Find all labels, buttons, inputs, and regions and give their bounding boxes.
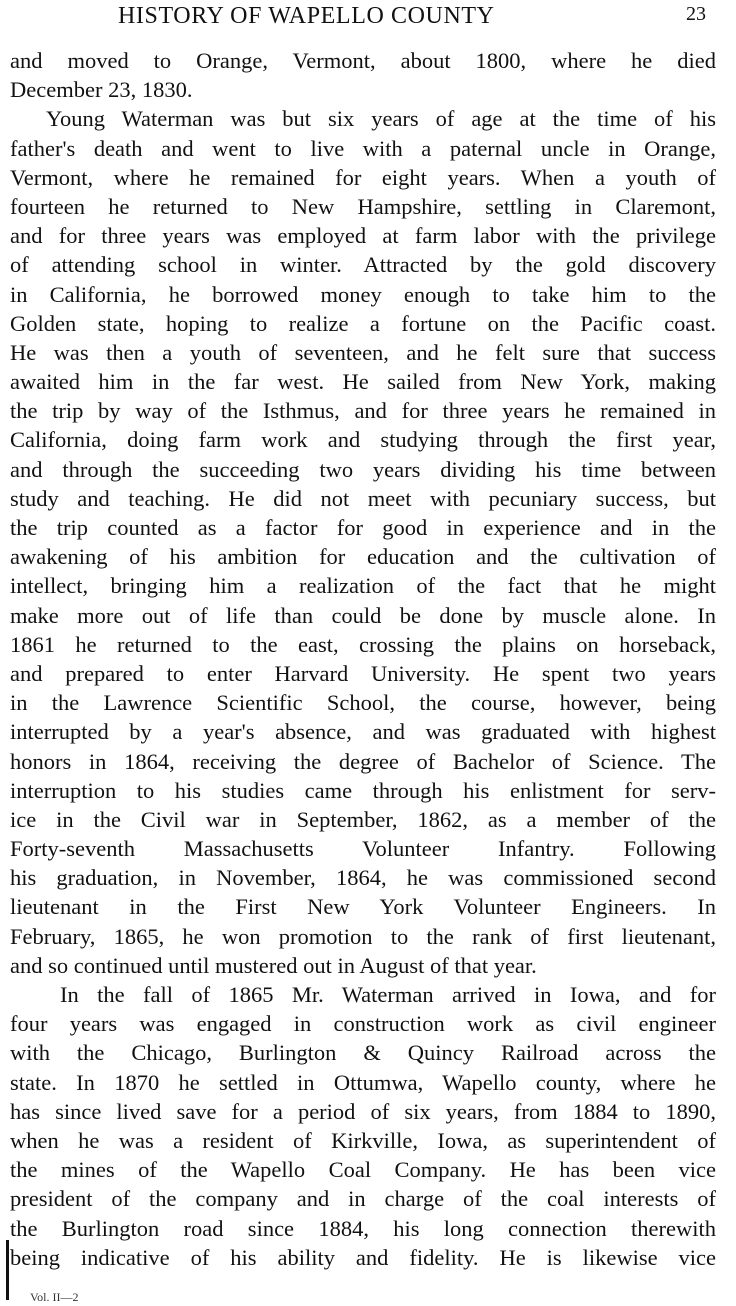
text-line: Golden state, hoping to realize a fortune on the Pacific coast. xyxy=(10,310,716,336)
text-line: and prepared to enter Harvard University. He spent two years xyxy=(10,660,716,686)
text-line: February, 1865, he won promotion to the rank of first lieutenant, xyxy=(10,923,716,949)
text-line: the Burlington road since 1884, his long connection therewith xyxy=(10,1215,716,1241)
text-line: awakening of his ambition for education and the cultivation of xyxy=(10,544,716,570)
text-line: intellect, bringing him a realization of the fact that he might xyxy=(10,573,716,599)
text-line: fourteen he returned to New Hampshire, settling in Claremont, xyxy=(10,193,716,219)
signature-mark: Vol. II—2 xyxy=(30,1290,79,1304)
text-line: being indicative of his ability and fidelity. He is likewise vice xyxy=(10,1244,716,1270)
text-line: make more out of life than could be done by muscle alone. In xyxy=(10,602,716,628)
text-line: awaited him in the far west. He sailed from New York, making xyxy=(10,369,716,395)
text-line: December 23, 1830. xyxy=(10,77,193,103)
text-line: honors in 1864, receiving the degree of Bachelor of Science. The xyxy=(10,748,716,774)
text-line: Vermont, where he remained for eight years. When a youth of xyxy=(10,164,716,190)
text-line: the trip counted as a factor for good in experience and in the xyxy=(10,515,716,540)
page-number: 23 xyxy=(686,3,706,25)
text-line: of attending school in winter. Attracted by the gold discovery xyxy=(10,252,716,278)
paragraph-first-line: In the fall of 1865 Mr. Waterman arrived in Iowa, and for xyxy=(60,982,716,1007)
running-head: HISTORY OF WAPELLO COUNTY xyxy=(118,3,495,29)
text-line: state. In 1870 he settled in Ottumwa, Wapello county, where he xyxy=(10,1069,716,1095)
text-line: California, doing farm work and studying through the first year, xyxy=(10,427,716,453)
body-text xyxy=(10,46,716,1272)
text-line: and so continued until mustered out in August of that year. xyxy=(10,952,537,978)
text-line: president of the company and in charge of the coal interests of xyxy=(10,1186,716,1212)
text-line: and for three years was employed at farm labor with the privilege xyxy=(10,223,716,249)
text-line: has since lived save for a period of six years, from 1884 to 1890, xyxy=(10,1098,716,1124)
text-line: the mines of the Wapello Coal Company. He has been vice xyxy=(10,1157,716,1183)
text-line: study and teaching. He did not meet with pecuniary success, but xyxy=(10,485,716,511)
text-line: with the Chicago, Burlington & Quincy Railroad across the xyxy=(10,1040,716,1066)
text-line: and through the succeeding two years dividing his time between xyxy=(10,456,716,482)
text-line: Forty-seventh Massachusetts Volunteer Infantry. Following xyxy=(10,836,716,862)
text-line: in California, he borrowed money enough to take him to the xyxy=(10,281,716,307)
text-line: his graduation, in November, 1864, he was commissioned second xyxy=(10,865,716,891)
paragraph-first-line: Young Waterman was but six years of age at the time of his xyxy=(46,106,716,132)
text-line: ice in the Civil war in September, 1862, as a member of the xyxy=(10,806,716,832)
text-line: the trip by way of the Isthmus, and for three years he remained in xyxy=(10,398,716,424)
page-header xyxy=(0,2,736,32)
text-line: and moved to Orange, Vermont, about 1800, where he died xyxy=(10,48,716,73)
text-line: 1861 he returned to the east, crossing the plains on horseback, xyxy=(10,631,716,657)
text-line: four years was engaged in construction work as civil engineer xyxy=(10,1011,716,1037)
text-line: in the Lawrence Scientific School, the course, however, being xyxy=(10,690,716,716)
text-line: father's death and went to live with a paternal uncle in Orange, xyxy=(10,135,716,161)
text-line: lieutenant in the First New York Volunteer Engineers. In xyxy=(10,894,716,920)
text-line: He was then a youth of seventeen, and he felt sure that success xyxy=(10,339,716,365)
text-line: interruption to his studies came through his enlistment for serv- xyxy=(10,777,716,803)
text-line: when he was a resident of Kirkville, Iowa, as superintendent of xyxy=(10,1127,716,1153)
text-line: interrupted by a year's absence, and was graduated with highest xyxy=(10,719,716,745)
binding-edge-mark xyxy=(6,1240,9,1300)
